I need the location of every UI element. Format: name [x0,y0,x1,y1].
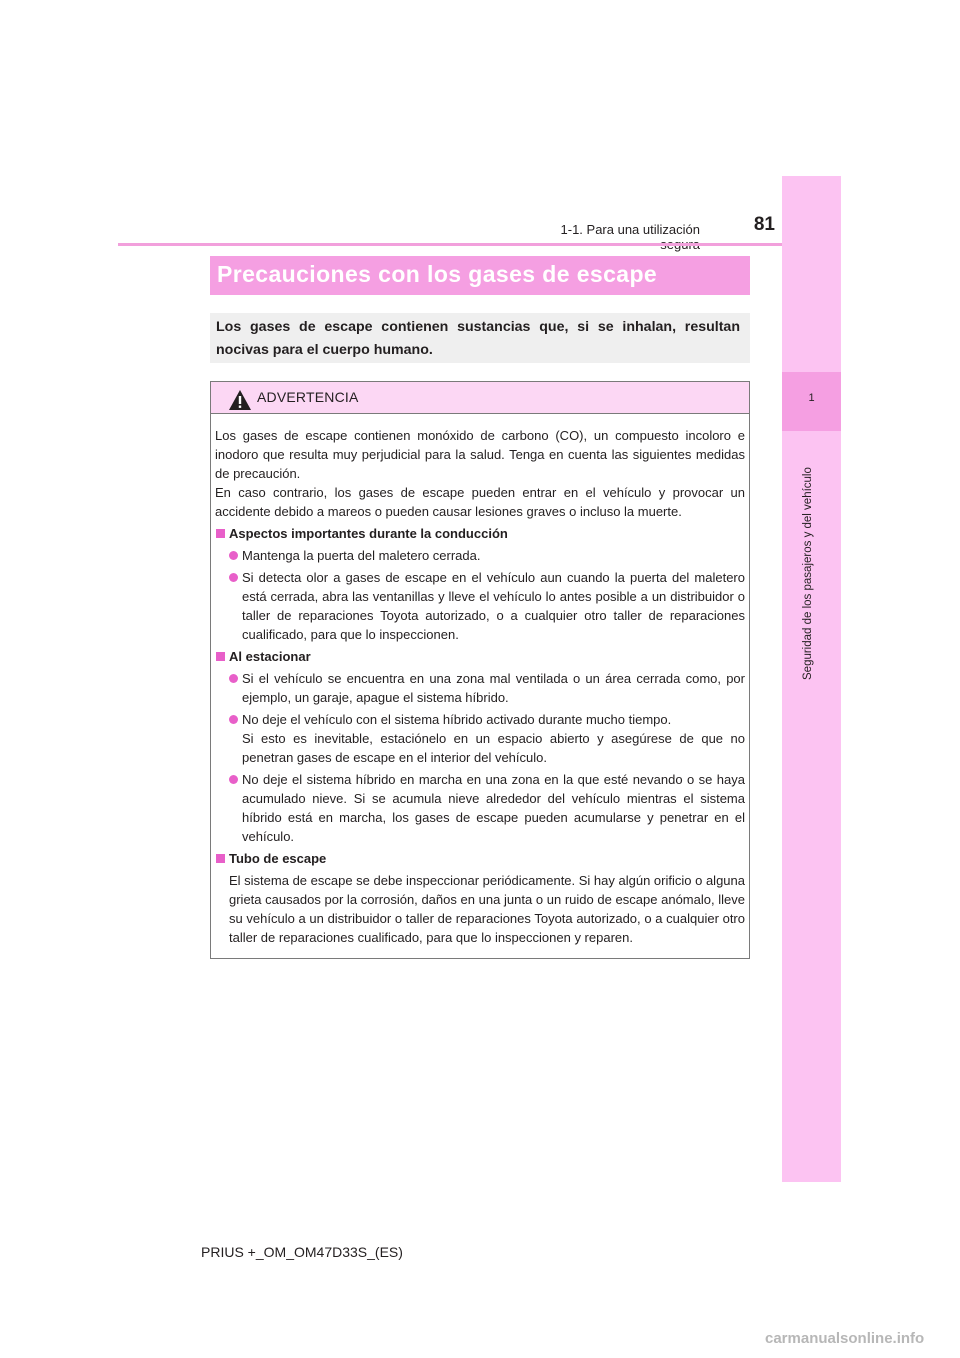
list-item: Mantenga la puerta del maletero cerrada. [215,546,745,565]
intro-box [210,313,750,363]
list-item: Si detecta olor a gases de escape en el vehículo aun cuando la puerta del maletero está cerrada, abra las ventanillas y lleve el vehículo lo antes posible a un distribuidor o taller de reparaciones Toyota autorizado, o a cualquier otro taller de reparaciones cualificado, para que lo inspeccionen. [215,568,745,644]
list-item: No deje el sistema híbrido en marcha en una zona en la que esté nevando o se haya acumulado nieve. Si se acumula nieve alrededor del vehículo mientras el sistema híbrido está en marcha, los gases de escape pueden acumularse y penetrar en el vehículo. [215,770,745,846]
header-section-title: 1-1. Para una utilización [560,222,700,237]
warning-paragraph: En caso contrario, los gases de escape pueden entrar en el vehículo y provocar un accidente debido a mareos o pueden causar lesiones graves o incluso la muerte. [215,485,745,519]
watermark: carmanualsonline.info [765,1330,925,1347]
warning-title: ADVERTENCIA [257,389,359,405]
square-bullet-icon [216,854,225,863]
header-divider [118,243,840,246]
warning-triangle-icon [228,389,252,411]
warning-subheading: Al estacionar [215,647,745,666]
chapter-title-vertical: Seguridad de los pasajeros y del vehículo [802,467,814,680]
warning-subheading: Tubo de escape [215,849,745,868]
footer-model-code: PRIUS +_OM_OM47D33S_(ES) [201,1244,403,1260]
circle-bullet-icon [229,573,238,582]
page-title: Precauciones con los gases de escape [217,261,658,287]
section-title-band [210,256,750,295]
list-item: No deje el vehículo con el sistema híbrido activado durante mucho tiempo. Si esto es inevitable, estaciónelo en un espacio abierto y asegúrese de que no penetran gases de escape en el interior del vehículo. [215,710,745,767]
circle-bullet-icon [229,674,238,683]
warning-paragraph: Los gases de escape contienen monóxido de carbono (CO), un compuesto incoloro e inodoro que resulta muy perjudicial para la salud. Tenga en cuenta las siguientes medidas de precaución. [215,428,745,481]
chapter-number: 1 [808,392,815,404]
warning-paragraph: El sistema de escape se debe inspeccionar periódicamente. Si hay algún orificio o alguna grieta causados por la corrosión, daños en una junta o un ruido de escape anómalo, lleve su vehículo a un distribuidor o taller de reparaciones Toyota autorizado, o a cualquier otro taller de reparaciones cualificado, para que lo inspeccionen y reparen. [229,873,745,945]
list-item: Si el vehículo se encuentra en una zona mal ventilada o un área cerrada como, por ejemplo, un garaje, apague el sistema híbrido. [215,669,745,707]
warning-subheading: Aspectos importantes durante la conducción [215,524,745,543]
warning-header [211,382,749,414]
warning-body [215,426,745,947]
circle-bullet-icon [229,551,238,560]
warning-box [210,381,750,959]
circle-bullet-icon [229,775,238,784]
circle-bullet-icon [229,715,238,724]
page-number: 81 [753,214,775,235]
square-bullet-icon [216,529,225,538]
intro-text: Los gases de escape contienen sustancias que, si se inhalan, resultan nocivas para el cuerpo humano. [216,319,740,358]
square-bullet-icon [216,652,225,661]
